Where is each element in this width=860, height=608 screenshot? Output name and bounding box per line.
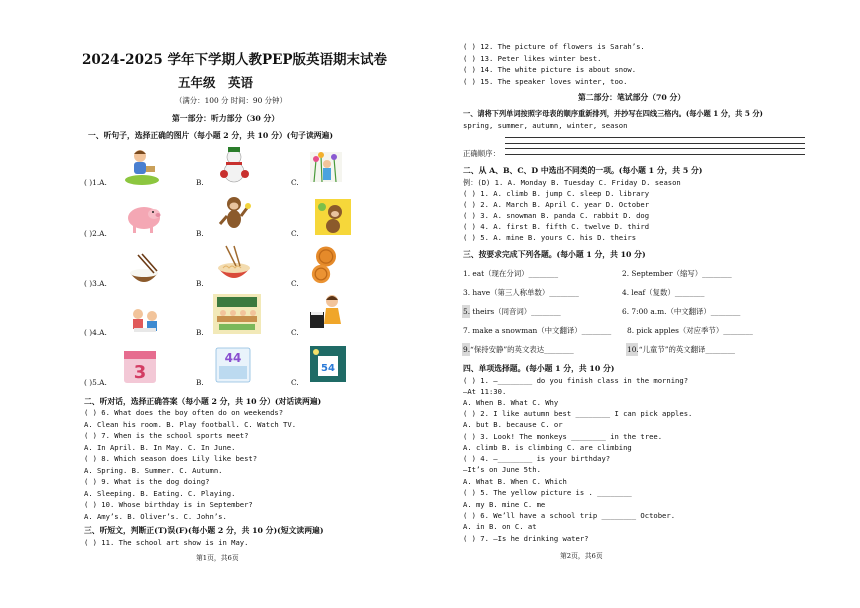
- exam-subtitle: 五年级 英语: [178, 75, 254, 90]
- question-8-options: A. Spring. B. Summer. C. Autumn.: [84, 466, 223, 475]
- choice-4: ( ) 4. —________ is your birthday?: [463, 454, 611, 463]
- exam-title: 2024-2025 学年下学期人教PEP版英语期末试卷: [82, 52, 388, 68]
- svg-text:3: 3: [133, 362, 147, 383]
- choice-1: ( ) 1. —________ do you finish class in the morning?: [463, 376, 689, 385]
- task-3: 3. have（第三人称单数）________: [463, 288, 579, 297]
- boy-playing-picture: [122, 146, 162, 186]
- choice-2: ( ) 2. I like autumn best ________ I can pick apples.: [463, 409, 693, 418]
- rice-bowl-picture: [124, 251, 164, 291]
- odd-one-2: ( ) 2. A. March B. April C. year D. October: [463, 200, 650, 209]
- part1-heading: 第一部分：听力部分（30 分）: [172, 114, 280, 123]
- calendar-44-picture: [213, 345, 253, 385]
- question-7-options: A. In April. B. In May. C. In June.: [84, 443, 236, 452]
- option-b-1: B.: [196, 178, 204, 187]
- choice-5: ( ) 5. The yellow picture is . ________: [463, 488, 632, 497]
- part2-heading: 第二部分：笔试部分（70 分）: [578, 93, 686, 102]
- pig-picture: [124, 196, 164, 236]
- question-12: ( ) 12. The picture of flowers is Sarah’s.: [463, 42, 645, 51]
- svg-text:54: 54: [321, 363, 335, 374]
- task-4: 4. leaf（复数）________: [622, 288, 705, 297]
- odd-one-example: 例：(D) 1. A. Monday B. Tuesday C. Friday D. season: [463, 178, 681, 187]
- option-b-2: B.: [196, 229, 204, 238]
- monkey-card-picture: [313, 197, 353, 237]
- question-3-label: ( )3.A.: [84, 279, 107, 288]
- section2-heading: 二、听对话，选择正确答案（每小题 2 分，共 10 分）(对话读两遍): [84, 397, 322, 406]
- task-9: 9.“保持安静”的英文表达________: [463, 345, 574, 354]
- question-8: ( ) 8. Which season does Lily like best?: [84, 454, 258, 463]
- choice-1-options: A. When B. What C. Why: [463, 398, 559, 407]
- svg-text:44: 44: [224, 351, 242, 365]
- four-line-2: [505, 143, 805, 144]
- page-2: [430, 0, 860, 608]
- question-1-label: ( )1.A.: [84, 178, 107, 187]
- question-13: ( ) 13. Peter likes winter best.: [463, 54, 602, 63]
- page-footer: 第1页，共6页: [196, 554, 239, 562]
- kids-reading-picture: [124, 300, 164, 340]
- task-8: 8. pick apples（对应季节）________: [627, 326, 753, 335]
- writing3-heading: 三、按要求完成下列各题。(每小题 1 分，共 10 分): [463, 250, 646, 259]
- snowman-picture: [214, 144, 254, 184]
- choice-4-options: A. What B. When C. Which: [463, 477, 567, 486]
- task-1: 1. eat（现在分词）________: [463, 269, 559, 278]
- choice-6: ( ) 6. We’ll have a school trip ________ October.: [463, 511, 676, 520]
- question-4-label: ( )4.A.: [84, 328, 107, 337]
- task-2: 2. September（缩写）________: [622, 269, 732, 278]
- task-6: 6. 7:00 a.m.（中文翻译）________: [622, 307, 741, 316]
- option-b-5: B.: [196, 378, 204, 387]
- choice-2-options: A. but B. because C. or: [463, 420, 563, 429]
- question-2-label: ( )2.A.: [84, 229, 107, 238]
- question-6: ( ) 6. What does the boy often do on weekends?: [84, 408, 284, 417]
- four-line-3: [505, 148, 805, 149]
- four-line-1: [505, 137, 805, 138]
- question-5-label: ( )5.A.: [84, 378, 107, 387]
- odd-one-1: ( ) 1. A. climb B. jump C. sleep D. library: [463, 189, 650, 198]
- question-9-options: A. Sleeping. B. Eating. C. Playing.: [84, 489, 236, 498]
- classroom-picture: [213, 294, 261, 334]
- calendar-54-picture: [308, 344, 348, 384]
- four-line-4: [505, 154, 805, 155]
- section1-heading: 一、听句子，选择正确的图片（每小题 2 分，共 10 分）(句子读两遍): [88, 131, 334, 140]
- question-7: ( ) 7. When is the school sports meet?: [84, 431, 249, 440]
- writing1-heading: 一、请将下列单词按照字母表的顺序重新排列，并抄写在四线三格内。(每小题 1 分，共 5 分): [463, 109, 763, 118]
- question-6-options: A. Clean his room. B. Play football. C. Watch TV.: [84, 420, 297, 429]
- option-b-3: B.: [196, 279, 204, 288]
- score-time: （满分：100 分 时间：90 分钟）: [175, 96, 287, 105]
- question-9: ( ) 9. What is the dog doing?: [84, 477, 210, 486]
- option-b-4: B.: [196, 328, 204, 337]
- writing2-heading: 二、从 A、B、C、D 中选出不同类的一项。(每小题 1 分，共 5 分): [463, 166, 703, 175]
- odd-one-5: ( ) 5. A. mine B. yours C. his D. theirs: [463, 233, 637, 242]
- choice-4-answer: —It’s on June 5th.: [463, 465, 541, 474]
- girl-flowers-picture: [306, 146, 346, 186]
- choice-6-options: A. in B. on C. at: [463, 522, 537, 531]
- noodles-picture: [214, 244, 254, 284]
- odd-one-3: ( ) 3. A. snowman B. panda C. rabbit D. dog: [463, 211, 650, 220]
- task-7: 7. make a snowman（中文翻译）________: [463, 326, 612, 335]
- calendar-3-picture: [120, 347, 160, 387]
- section3-heading: 三、听短文，判断正(T)误(F)(每小题 2 分，共 10 分)(短文读两遍): [84, 526, 324, 535]
- word-list: spring, summer, autumn, winter, season: [463, 121, 628, 130]
- option-c-5: C.: [291, 378, 299, 387]
- question-14: ( ) 14. The white picture is about snow.: [463, 65, 637, 74]
- odd-one-4: ( ) 4. A. first B. fifth C. twelve D. third: [463, 222, 650, 231]
- choice-3: ( ) 3. Look! The monkeys ________ in the tree.: [463, 432, 663, 441]
- writing4-heading: 四、单项选择题。(每小题 1 分，共 10 分): [463, 364, 615, 373]
- option-c-4: C.: [291, 328, 299, 337]
- choice-5-options: A. my B. mine C. me: [463, 500, 546, 509]
- choice-7: ( ) 7. —Is he drinking water?: [463, 534, 589, 543]
- option-c-1: C.: [291, 178, 299, 187]
- question-10-options: A. Amy’s. B. Oliver’s. C. John’s.: [84, 512, 227, 521]
- option-c-2: C.: [291, 229, 299, 238]
- task-10: 10.“儿童节”的英文翻译________: [627, 345, 735, 354]
- option-c-3: C.: [291, 279, 299, 288]
- question-15: ( ) 15. The speaker loves winter, too.: [463, 77, 628, 86]
- order-label: 正确顺序：: [463, 149, 500, 158]
- mooncakes-picture: [306, 244, 346, 284]
- girl-piano-picture: [306, 292, 346, 332]
- monkey-picture: [214, 194, 254, 234]
- choice-1-answer: —At 11:30.: [463, 387, 507, 396]
- choice-3-options: A. climb B. is climbing C. are climbing: [463, 443, 632, 452]
- question-11: ( ) 11. The school art show is in May.: [84, 538, 249, 547]
- page-footer: 第2页，共6页: [560, 552, 603, 560]
- question-10: ( ) 10. Whose birthday is in September?: [84, 500, 253, 509]
- task-5: 5. theirs（同音词）________: [463, 307, 561, 316]
